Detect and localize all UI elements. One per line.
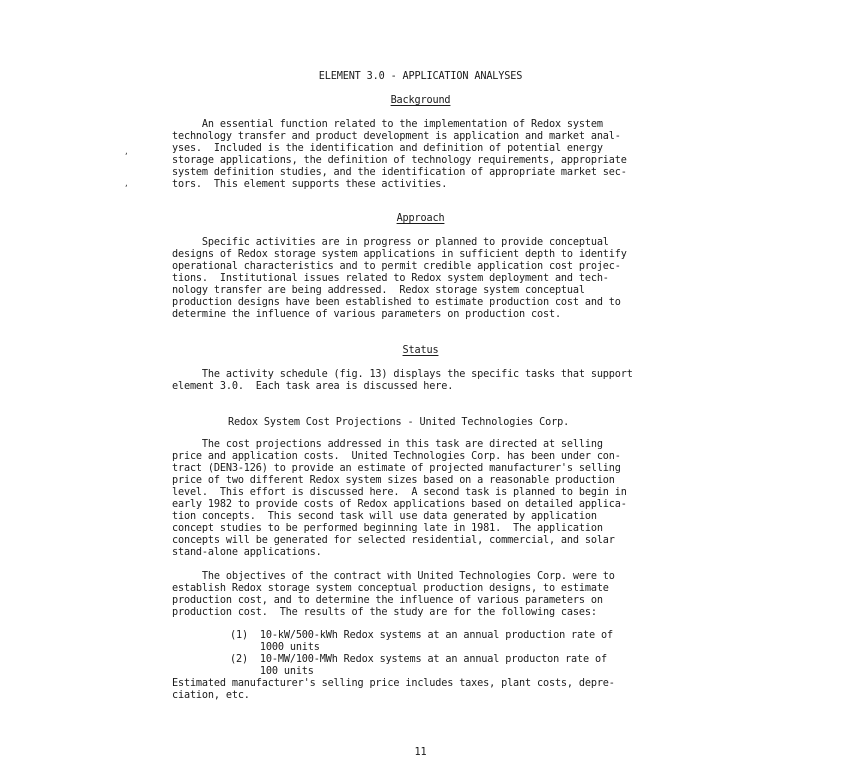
paragraph-line: Estimated manufacturer's selling price includes taxes, plant costs, depre- <box>172 678 615 689</box>
paragraph-line: technology transfer and product development is application and market anal- <box>172 131 621 142</box>
paragraph-line: storage applications, the definition of technology requirements, appropriate <box>172 155 627 166</box>
paragraph-line: The activity schedule (fig. 13) displays the specific tasks that support <box>172 369 633 380</box>
status-heading: Status <box>402 345 439 356</box>
paragraph-line: concept studies to be performed beginning late in 1981. The application <box>172 523 603 534</box>
paragraph-line: production designs have been established to estimate production cost and to <box>172 297 621 308</box>
paragraph-line: tract (DEN3-126) to provide an estimate of projected manufacturer's selling <box>172 463 621 474</box>
margin-mark: , <box>124 147 129 156</box>
subsection-title: Redox System Cost Projections - United Technologies Corp. <box>228 417 570 428</box>
paragraph-line: concepts will be generated for selected residential, commercial, and solar <box>172 535 615 546</box>
paragraph-line: establish Redox storage system conceptual production designs, to estimate <box>172 583 609 594</box>
paragraph-line: operational characteristics and to permit credible application cost projec- <box>172 261 621 272</box>
approach-heading: Approach <box>396 213 445 224</box>
paragraph-line: An essential function related to the implementation of Redox system <box>172 119 603 130</box>
paragraph-line: determine the influence of various parameters on production cost. <box>172 309 561 320</box>
paragraph-line: price and application costs. United Technologies Corp. has been under con- <box>172 451 621 462</box>
list-item: 100 units <box>230 666 314 677</box>
paragraph-line: yses. Included is the identification and definition of potential energy <box>172 143 603 154</box>
margin-mark: , <box>124 179 129 188</box>
paragraph-line: production cost, and to determine the influence of various parameters on <box>172 595 603 606</box>
paragraph-line: production cost. The results of the study are for the following cases: <box>172 607 597 618</box>
paragraph-line: ciation, etc. <box>172 690 250 701</box>
paragraph-line: system definition studies, and the identification of appropriate market sec- <box>172 167 627 178</box>
list-item: (1) 10-kW/500-kWh Redox systems at an annual production rate of <box>230 630 613 641</box>
paragraph-line: The objectives of the contract with United Technologies Corp. were to <box>172 571 615 582</box>
paragraph-line: tors. This element supports these activities. <box>172 179 448 190</box>
paragraph-line: tion concepts. This second task will use data generated by application <box>172 511 597 522</box>
paragraph-line: stand-alone applications. <box>172 547 322 558</box>
paragraph-line: tions. Institutional issues related to Redox system deployment and tech- <box>172 273 609 284</box>
paragraph-line: The cost projections addressed in this task are directed at selling <box>172 439 603 450</box>
paragraph-line: Specific activities are in progress or planned to provide conceptual <box>172 237 609 248</box>
paragraph-line: element 3.0. Each task area is discussed here. <box>172 381 454 392</box>
element-title: ELEMENT 3.0 - APPLICATION ANALYSES <box>318 71 523 82</box>
paragraph-line: early 1982 to provide costs of Redox applications based on detailed applica- <box>172 499 627 510</box>
paragraph-line: designs of Redox storage system applications in sufficient depth to identify <box>172 249 627 260</box>
paragraph-line: price of two different Redox system sizes based on a reasonable production <box>172 475 615 486</box>
list-item: 1000 units <box>230 642 320 653</box>
page-number: 11 <box>414 747 427 758</box>
list-item: (2) 10-MW/100-MWh Redox systems at an annual producton rate of <box>230 654 607 665</box>
paragraph-line: nology transfer are being addressed. Redox storage system conceptual <box>172 285 585 296</box>
paragraph-line: level. This effort is discussed here. A second task is planned to begin in <box>172 487 627 498</box>
background-heading: Background <box>390 95 451 106</box>
